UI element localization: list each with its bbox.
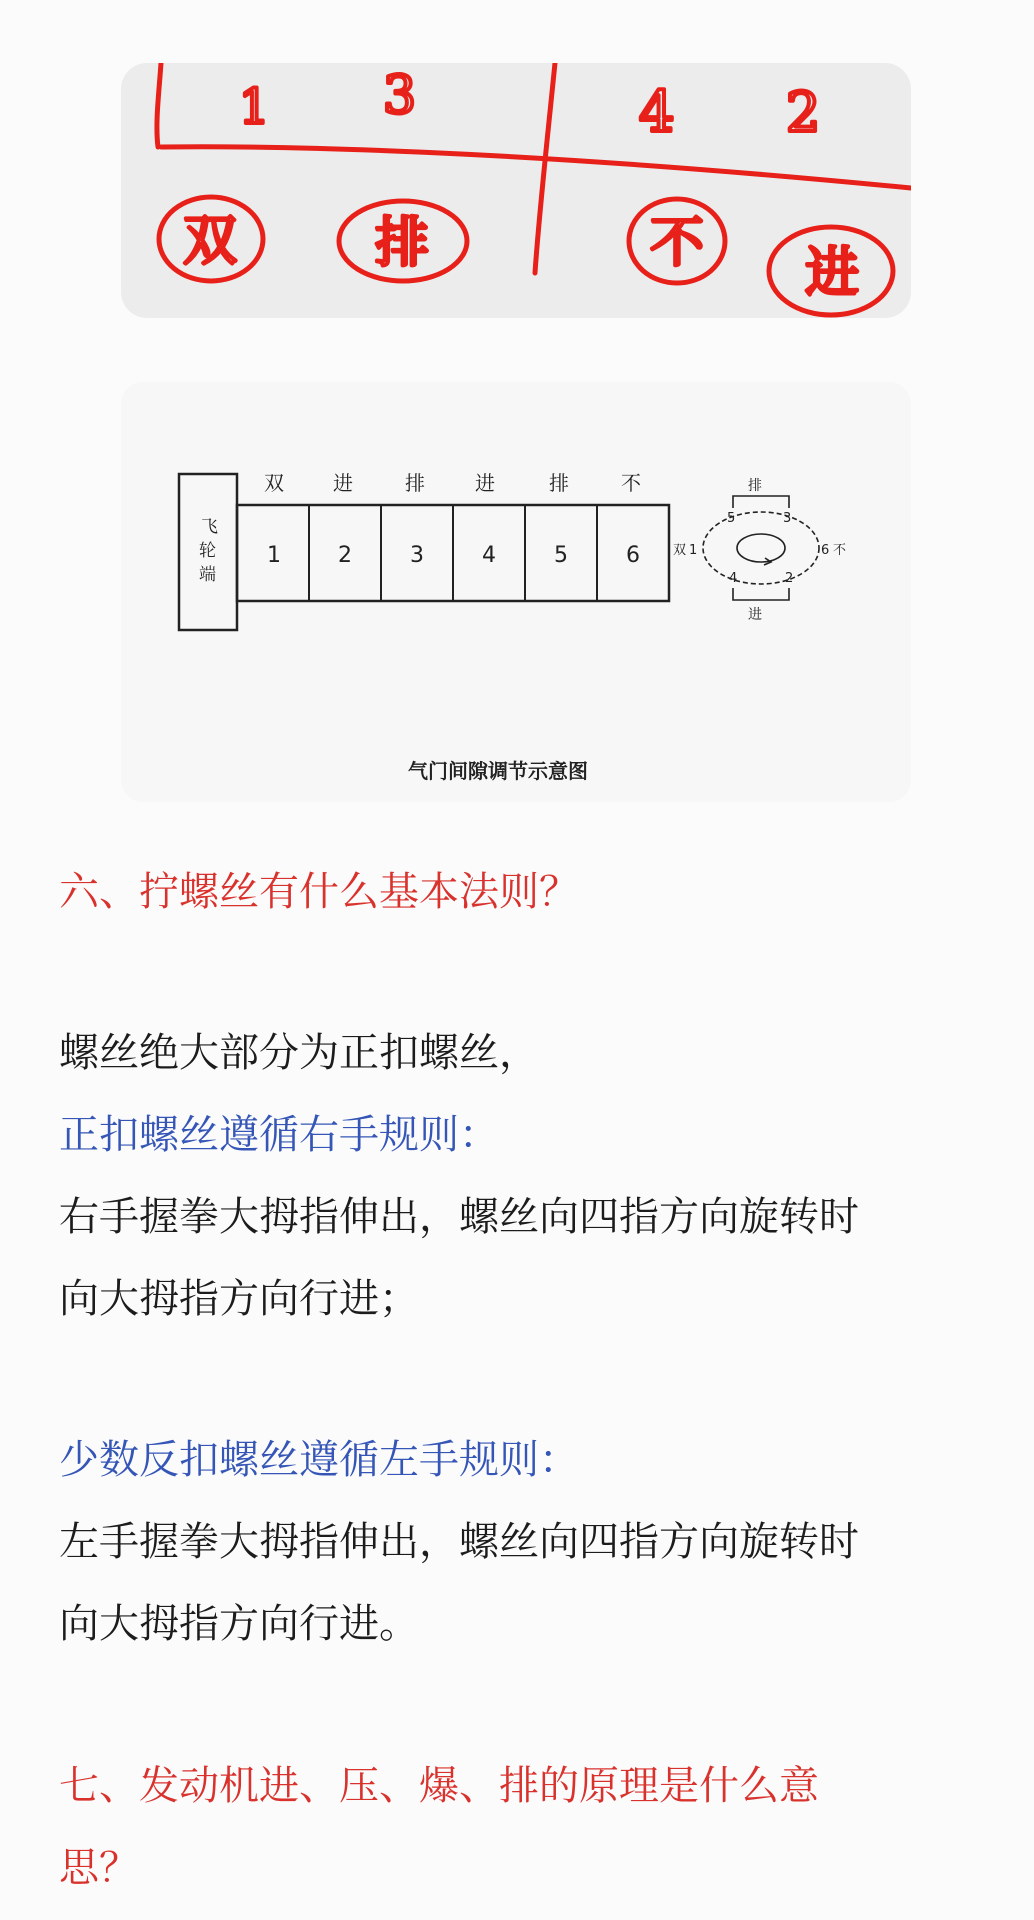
- heading-seven-line-2: 思？: [59, 1845, 139, 1891]
- hw-word-pai: 排: [375, 211, 429, 274]
- cylinder-number-2: 2: [338, 543, 352, 568]
- rotation-label-bottom: 进: [748, 607, 762, 623]
- rotation-num-4: 4: [729, 571, 738, 586]
- cylinder-number-6: 6: [626, 543, 640, 568]
- heading-seven-line-1: 七、发动机进、压、爆、排的原理是什么意: [59, 1763, 819, 1809]
- flywheel-label-2: 轮: [199, 541, 216, 561]
- cylinder-number-5: 5: [554, 543, 568, 568]
- stroke-label-2: 进: [333, 471, 353, 495]
- rotation-num-1: 1: [689, 543, 698, 558]
- stroke-label-3: 排: [405, 471, 425, 495]
- hw-word-shuang: 双: [183, 209, 237, 272]
- hw-middle-vertical-line: [535, 63, 555, 273]
- rotation-label-top: 排: [748, 478, 762, 494]
- rotation-top-bracket: [733, 496, 789, 508]
- rotation-num-6: 6: [821, 543, 830, 558]
- rotation-label-right: 不: [833, 543, 847, 558]
- cylinder-number-4: 4: [482, 543, 496, 568]
- stroke-label-4: 进: [475, 471, 495, 495]
- rotation-num-3: 3: [783, 511, 792, 526]
- hw-left-vertical-line: [157, 63, 161, 147]
- right-hand-rule-label: 正扣螺丝遵循右手规则：: [59, 1112, 499, 1158]
- body-line-4: 向大拇指方向行进；: [59, 1276, 419, 1322]
- body-line-3: 右手握拳大拇指伸出，螺丝向四指方向旋转时: [59, 1194, 859, 1240]
- diagram-caption: 气门间隙调节示意图: [408, 759, 588, 783]
- rotation-num-2: 2: [785, 571, 794, 586]
- rotation-num-5: 5: [727, 511, 736, 526]
- hw-word-jin: 进: [805, 241, 859, 304]
- rotation-bottom-bracket: [733, 588, 789, 600]
- cylinder-number-3: 3: [410, 543, 424, 568]
- hw-word-bu: 不: [650, 211, 704, 274]
- hw-number-2: 2: [786, 81, 821, 144]
- rotation-outer-ellipse: [703, 512, 819, 584]
- heading-six: 六、拧螺丝有什么基本法则？: [59, 869, 579, 915]
- body-line-1: 螺丝绝大部分为正扣螺丝，: [59, 1030, 539, 1076]
- left-hand-rule-label: 少数反扣螺丝遵循左手规则：: [59, 1437, 579, 1483]
- valve-clearance-diagram-image: [121, 382, 911, 802]
- stroke-label-1: 双: [264, 471, 284, 495]
- handwritten-diagram-image: [121, 63, 911, 318]
- hw-number-1: 1: [239, 79, 270, 135]
- valve-clearance-diagram-svg: [121, 382, 911, 802]
- rotation-label-left: 双: [673, 543, 687, 558]
- body-line-7: 向大拇指方向行进。: [59, 1601, 419, 1647]
- body-line-6: 左手握拳大拇指伸出，螺丝向四指方向旋转时: [59, 1519, 859, 1565]
- hw-horizontal-line: [161, 147, 911, 188]
- rotation-inner-ellipse: [737, 534, 785, 562]
- stroke-label-5: 排: [549, 471, 569, 495]
- handwritten-diagram-svg: [121, 63, 911, 318]
- hw-number-3: 3: [383, 66, 417, 126]
- stroke-label-6: 不: [621, 471, 641, 495]
- cylinder-number-1: 1: [267, 543, 281, 568]
- flywheel-label-3: 端: [199, 565, 216, 585]
- hw-number-4: 4: [639, 80, 675, 145]
- flywheel-label-1: 飞: [201, 517, 218, 537]
